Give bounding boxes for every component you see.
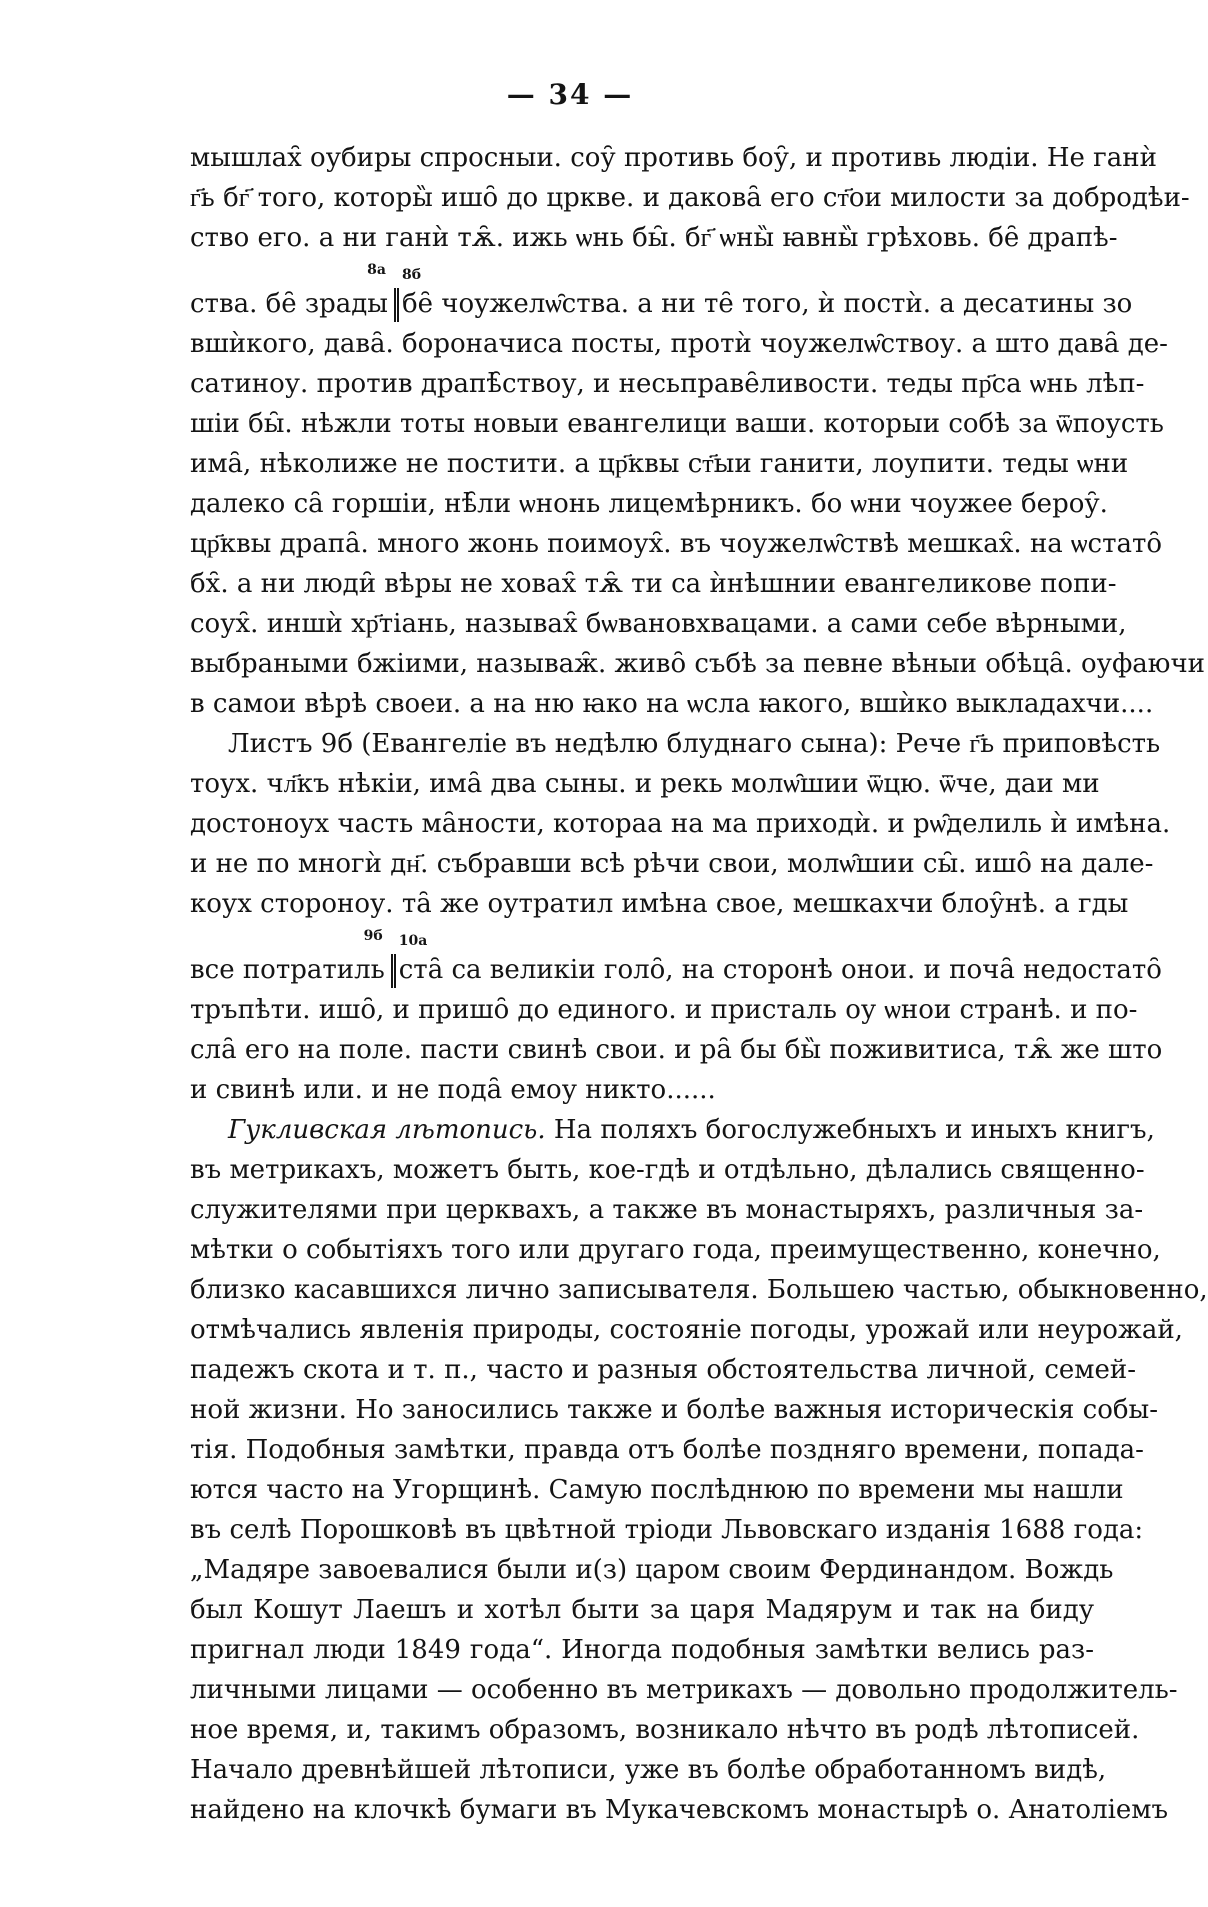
text-line: и свинѣ или. и не пода̑ емоу никто...... [190,1075,716,1105]
text-line: мѣтки о событіяхъ того или другаго года, преимущественно, конечно, [190,1235,1161,1265]
text-line: вшѝкого, дава̑. бороначиса посты, протѝ чоужелѡ̑ствоу. а што дава̑ де- [190,329,1168,359]
folio-right-text [398,933,1162,985]
folio-marker-8b: 8б [401,267,422,283]
text-line: цр҃квы драпа̑. много жонь поимоух̑. въ чоужелѡ̑ствѣ мешках̑. на ѡстато̑ [190,529,1162,559]
text-line: има̑, нѣколиже не постити. а цр҃квы ст҃ыи ганити, лоупити. теды ѡни [190,449,1129,479]
folio-marker-10a: 10а [398,933,428,949]
folio-right-text [401,267,1133,319]
text-line: сла̑ его на поле. пасти свинѣ свои. и ра̑ бы бы̏ поживитиса, тѫ̑ же што [190,1035,1163,1065]
text-fragment: ста̑ са великіи голо̑, на сторонѣ онои. и поча̑ недостато̑ [398,955,1162,985]
text-line: ной жизни. Но заносились также и болѣе важныя историческія собы- [190,1395,1158,1425]
text-line: отмѣчались явленія природы, состояніе погоды, урожай или неурожай, [190,1315,1183,1345]
page-number: — 34 — [506,78,634,111]
text-line: Начало древнѣйшей лѣтописи, уже въ болѣе обработанномъ видѣ, [190,1755,1107,1785]
text-line: тія. Подобныя замѣтки, правда отъ болѣе поздняго времени, попада- [190,1435,1144,1465]
folio-left-text [190,928,391,990]
text-line: въ метрикахъ, можетъ быть, кое-гдѣ и отдѣльно, дѣлались священно- [190,1155,1145,1185]
text-line: пригнал люди 1849 года“. Иногда подобныя замѣтки велись раз- [190,1635,1094,1665]
text-line: был Кошут Лаешъ и хотѣл быти за царя Мадярум и так на биду [190,1595,1094,1625]
section-heading: Гукливская лѣтопись. [228,1115,546,1145]
text-line: коух стороноу. та̑ же оутратил имѣна свое, мешкахчи блоу̑нѣ. а гды [190,889,1129,919]
text-line: падежъ скота и т. п., часто и разныя обстоятельства личной, семей- [190,1355,1137,1385]
text-line: бх̑. а ни люди̑ вѣры не ховах̑ тѫ̑ ти са ѝнѣшнии евангеликове попи- [190,569,1117,599]
text-body [190,138,1208,1830]
folio-left-text [190,262,394,324]
text-line: близко касавшихся лично записывателя. Большею частью, обыкновенно, [190,1275,1208,1305]
text-line: ются часто на Угорщинѣ. Самую послѣднюю по времени мы нашли [190,1475,1124,1505]
text-line: личными лицами — особенно въ метрикахъ — довольно продолжитель- [190,1675,1178,1705]
text-line: въ селѣ Порошковѣ въ цвѣтной тріоди Львовскаго изданія 1688 года: [190,1515,1144,1545]
text-line: достоноух часть ма̑ности, котораа на ма приходѝ. и рѡ̑делиль ѝ имѣна. [190,809,1171,839]
text-line: найдено на клочкѣ бумаги въ Мукачевскомъ монастырѣ о. Анатоліемъ [190,1795,1169,1825]
paragraph-start-line [190,1110,1155,1150]
text-line: соух̑. иншѝ хр҃тіань, называх̑ бѡвановхвацами. а сами себе вѣрными, [190,609,1127,639]
text-line: г҃ь бг҃ того, которы̏ ишо̑ до црквe. и дакова̑ его ст҃ои милости за добродѣи- [190,183,1190,213]
text-line: Листъ 9б (Евангеліе въ недѣлю блуднаго сына): Рече г҃ь приповѣсть [228,729,1161,759]
text-line-with-folio [190,928,1162,990]
text-line: тоух. чл҃къ нѣкіи, има̑ два сыны. и рекь молѡ̑шии ѿцю. ѿче, даи ми [190,769,1100,799]
text-fragment: На поляхъ богослужебныхъ и иныхъ книгъ, [545,1115,1155,1145]
text-line: и не по многѝ дн҃. събравши всѣ рѣчи свои, молѡ̑шии сы̑. ишо̑ на дале- [190,849,1154,879]
text-line: шіи бы̑. нѣжли тоты новыи евангелици ваши. которыи собѣ за ѿпоусть [190,409,1164,439]
text-line: служителями при церквахъ, а также въ монастыряхъ, различныя за- [190,1195,1144,1225]
folio-marker-9b: 9б [363,928,383,944]
folio-divider [394,288,399,322]
text-line: сатиноу. против драпѣ̑ствоу, и несьправе̑ливости. теды пр҃са ѡнь лѣп- [190,369,1145,399]
text-line: ное время, и, такимъ образомъ, возникало нѣчто въ родѣ лѣтописей. [190,1715,1140,1745]
text-fragment: ства. бе̑ зрады [190,289,388,319]
text-line: выбраными бжіими, называж̑. живо̑ събѣ за певне вѣныи обѣца̑. оуфаючи [190,649,1205,679]
text-line: в самои вѣрѣ своеи. а на ню ꙗко на ѡсла ꙗкого, вшѝко выкладахчи.... [190,689,1154,719]
text-line: „Мадяре завоевалися были и(з) царом своим Фердинандом. Вождь [190,1555,1114,1585]
text-line: ство его. а ни ганѝ тѫ̑. ижь ѡнь бы̑. бг҃ ѡны̏ ꙗвны̏ грѣховь. бе̑ драпѣ- [190,223,1118,253]
text-line: мышлах̑ оубиры спросныи. соу̑ противь боу̑, и противь людіи. Не ганѝ [190,143,1157,173]
text-line-with-folio [190,262,1133,324]
text-line: тръпѣти. ишо̑, и пришо̑ до единого. и присталь оу ѡнои странѣ. и по- [190,995,1138,1025]
text-fragment: все потратиль [190,955,385,985]
text-line: далеко са̑ горшіи, нѣ̑ли ѡнонь лицемѣрникъ. бо ѡни чоужее бероу̑. [190,489,1108,519]
folio-divider [391,954,396,988]
folio-marker-8a: 8а [367,262,386,278]
text-fragment: бе̑ чоужелѡ̑ства. а ни те̑ того, ѝ постѝ. а десатины зо [401,289,1133,319]
